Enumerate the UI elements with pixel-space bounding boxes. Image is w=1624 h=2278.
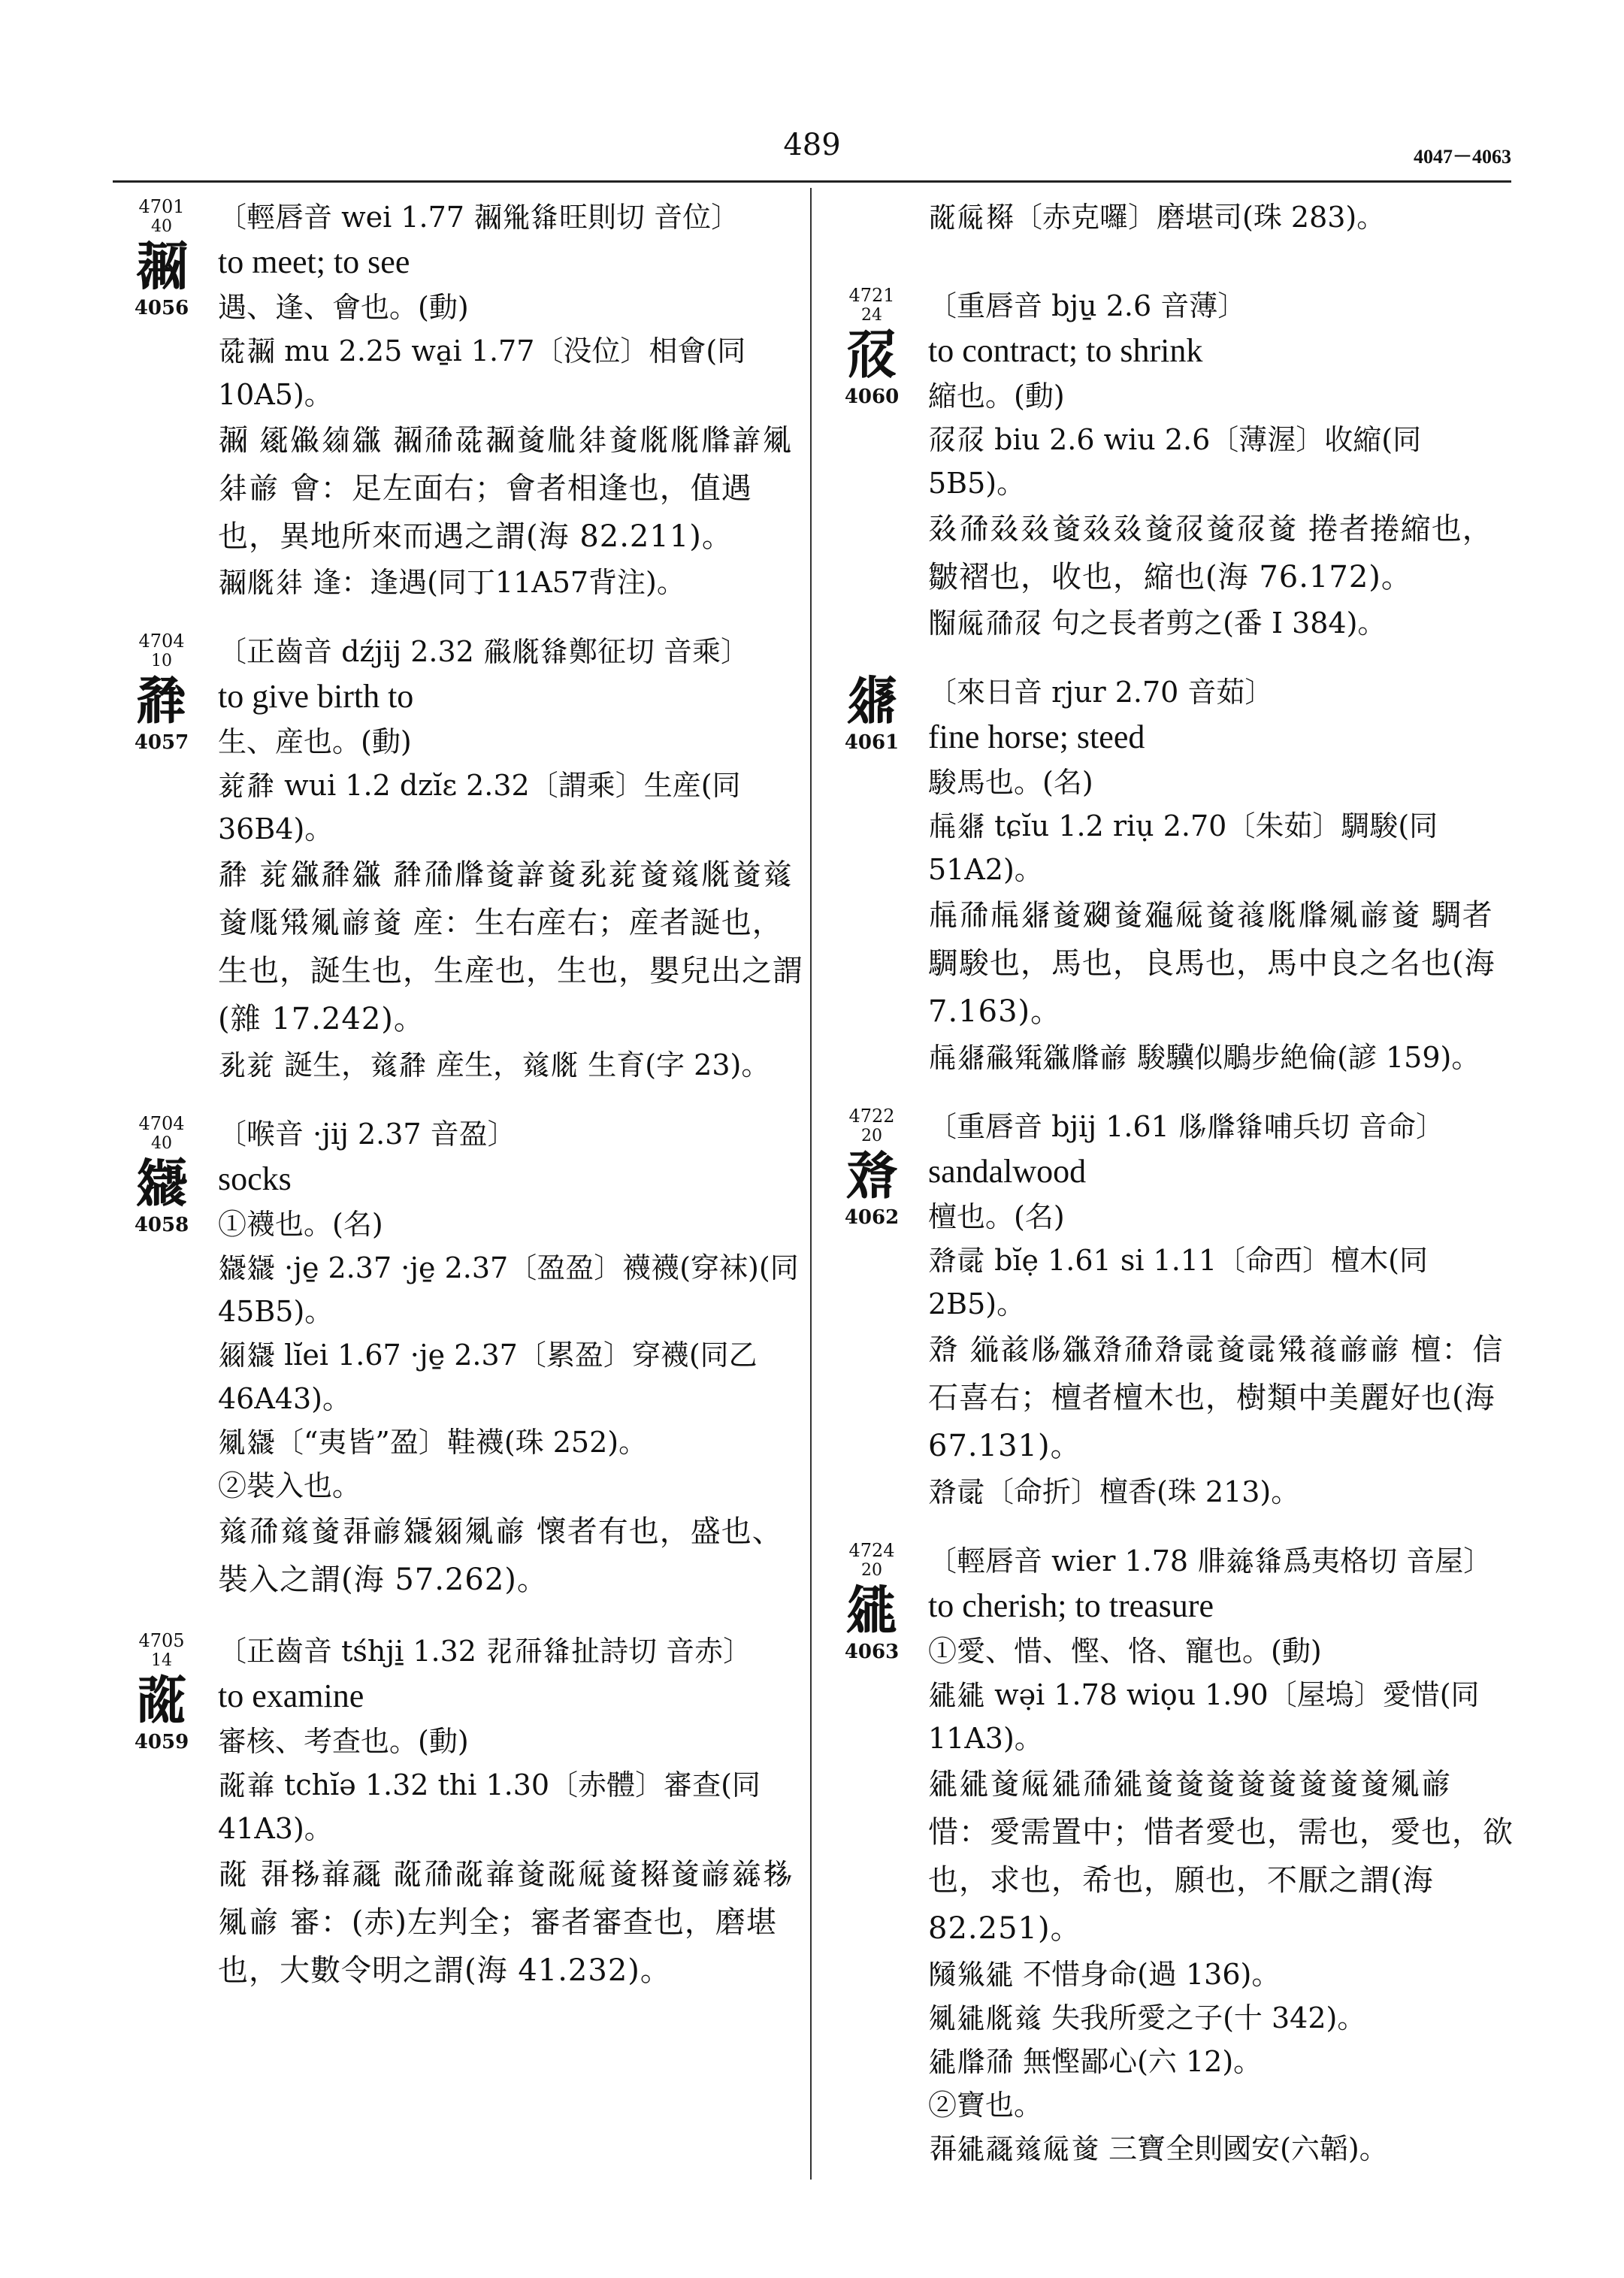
entry-margin <box>830 1539 913 1664</box>
definition-line: 〔輕唇音 wier 1.78 𗄰𗒵𗌭爲夷格切 音屋〕 <box>928 1544 1492 1578</box>
definition-line: 𗧓𗧓 wə̣i 1.78 wiọu 1.90〔屋塢〕愛惜(同11A3)。 <box>928 1678 1480 1755</box>
definition-line: 𗰫 𗥤𗒓𗄵𗫡𗰫𗗙𗰫𗕑𗒹𗕑𗋽𗒯𗑗𗑗 檀：信石喜右；檀者檀木也，樹類中美麗好也(海 67.131)。 <box>928 1333 1504 1463</box>
definition-line: 〔輕唇音 wei 1.77 𗗀𗊴𗌭旺則切 音位〕 <box>218 201 740 234</box>
definition-line: 〔正齒音 dźjij 2.32 𗗟𗅋𗌭鄭征切 音乘〕 <box>218 635 749 668</box>
entry-number: 4058 <box>134 1214 189 1236</box>
entry-margin <box>120 195 203 320</box>
definition-line: 𗐱𗴂 wui 1.2 dzĭɛ 2.32〔謂乘〕生産(同36B4)。 <box>218 769 741 846</box>
entry-number: 4060 <box>844 386 900 408</box>
stroke-count: 20 <box>861 1561 882 1580</box>
english-gloss: to meet; to see <box>218 244 410 280</box>
page-number: 489 <box>783 128 841 162</box>
definition-line: 縮也。(動) <box>928 380 1065 413</box>
entry-number: 4062 <box>844 1206 900 1229</box>
english-gloss: sandalwood <box>928 1153 1087 1190</box>
entry-margin <box>120 1112 203 1237</box>
definition-line: 〔來日音 rjur 2.70 音茹〕 <box>928 676 1274 709</box>
page-header <box>113 128 1511 183</box>
headword-glyph: 𗗀 <box>135 234 188 297</box>
definition-line: ①襪也。(名) <box>218 1208 383 1241</box>
entry-number: 4056 <box>134 297 189 319</box>
headword-glyph: 𗴂 <box>135 669 188 731</box>
definition-line: 〔重唇音 bju̱ 2.6 音薄〕 <box>928 289 1247 322</box>
definition-line: 𗰞𗒐 tchĭə 1.32 thi 1.30〔赤體〕審查(同41A3)。 <box>218 1768 761 1845</box>
definition-line: 𗂧𗊱𗧓 不惜身命(過 136)。 <box>928 1958 1281 1991</box>
definition-line: 審核、考查也。(動) <box>218 1725 469 1758</box>
source-number: 4705 <box>138 1630 185 1651</box>
dictionary-entry <box>120 630 804 1087</box>
definition-line: 𗍫𗗙𗍫𗤌𗒹𗡩𗒹𗘃𗏁𗒹𗒯𗅋𗆄𗏇𗑗𗒹 騆者騆駿也，馬也，良馬也，馬中良之名也(海 7.163)。 <box>928 898 1495 1029</box>
definition-line: 𗴂 𗐱𗫡𗴂𗫡 𗴂𗗙𗆄𗒹𗓮𗒹𗎘𗐱𗒹𗒛𗅋𗒹𗒛𗒹𗅲𗋽𗏇𗑗𗒹 産：生右産右；産者誕也，生也，誕生也，生産也，生也，嬰兒出之謂(雜 17.242)。 <box>218 858 803 1036</box>
headword-glyph: 𗗘 <box>845 323 898 386</box>
definition-line: 𗰫𗕑 bĭẹ 1.61 si 1.11〔命西〕檀木(同2B5)。 <box>928 1244 1428 1321</box>
definition-line: 𗡮𗗙𗡮𗡮𗒹𗡮𗡮𗒹𗗘𗒹𗗘𗒹 捲者捲縮也，皺褶也，收也，縮也(海 76.172)。 <box>928 512 1493 594</box>
stroke-count: 40 <box>151 1134 172 1153</box>
definition-line: 𗖊𗧓𗹙𗒛𗏁𗒹 三寶全則國安(六韜)。 <box>928 2132 1388 2165</box>
entry-margin <box>120 630 203 755</box>
continuation-line <box>830 195 1514 239</box>
english-gloss: to examine <box>218 1677 364 1714</box>
stroke-count: 10 <box>151 652 172 670</box>
entry-margin <box>830 284 913 409</box>
source-number: 4722 <box>848 1106 895 1127</box>
definition-line: 𗿼𗿼 ·je̱ 2.37 ·je̱ 2.37〔盈盈〕襪襪(穿袜)(同45B5)。 <box>218 1251 799 1328</box>
definition-line: 𗏇𗧓𗅋𗒛 失我所愛之子(十 342)。 <box>928 2001 1366 2034</box>
definition-line: 𗰞 𗖊𗈪𗒐𗹙 𗰞𗗙𗰞𗒐𗒹𗰞𗏁𗒹𗗫𗒹𗑗𗒵𗈪𗏇𗑗 審：(赤)左判全；審者審查也，磨堪也，大數令明之謂(海 41.232)。 <box>218 1857 794 1988</box>
headword-glyph: 𗿼 <box>135 1151 188 1214</box>
left-column <box>120 195 804 2020</box>
definition-line: 遇、逢、會也。(動) <box>218 291 469 324</box>
definition-line: 𗗀 𗪉𗏹𗦻𗫡 𗗀𗗙𗱕𗗀𗒹𗄻𗢳𗒹𗅋𗅋𗆄𗓮𗏇𗢳𗑗 會：足左面右；會者相逢也，值遇也，異地所來而遇之謂(海 82.211)。 <box>218 423 794 554</box>
stroke-count: 24 <box>861 306 882 325</box>
definition-line: 𗂰𗏁𗗙𗗘 句之長者剪之(番 I 384)。 <box>928 607 1387 640</box>
dictionary-entry <box>830 1539 1514 2171</box>
source-number: 4704 <box>138 631 185 652</box>
definition-line: 𗒛𗗙𗒛𗒹𗖊𗑗𗿼𗥃𗏇𗑗 懷者有也，盛也、裝入之謂(海 57.262)。 <box>218 1514 783 1597</box>
dictionary-entry <box>120 1112 804 1604</box>
headword-glyph: 𗰞 <box>135 1668 188 1731</box>
dictionary-entry <box>830 670 1514 1079</box>
definition-line: 𗎘𗐱 誕生，𗒛𗴂 産生，𗒛𗅋 生育(字 23)。 <box>218 1048 770 1082</box>
source-number: 4704 <box>138 1113 185 1134</box>
definition-line: 生、産也。(動) <box>218 725 412 758</box>
continuation-text: 𗰞𗏁𗗫〔赤克囉〕磨堪司(珠 283)。 <box>928 201 1386 234</box>
dictionary-entry <box>120 1629 804 1995</box>
english-gloss: fine horse; steed <box>928 718 1145 755</box>
stroke-count: 20 <box>861 1127 882 1145</box>
dictionary-entry <box>830 1105 1514 1514</box>
definition-line: 〔正齒音 tśhji̱ 1.32 𗕿𗗓𗌭扯詩切 音赤〕 <box>218 1635 752 1668</box>
source-number: 4721 <box>848 285 895 306</box>
definition-line: 𗰫𗕑〔命折〕檀香(珠 213)。 <box>928 1475 1300 1508</box>
entry-margin <box>830 1105 913 1230</box>
stroke-count: 14 <box>151 1651 172 1670</box>
column-divider <box>810 188 812 2180</box>
headword-glyph: 𗤌 <box>845 669 898 731</box>
definition-line: 𗧓𗆄𗗙 無慳鄙心(六 12)。 <box>928 2045 1263 2078</box>
entry-margin <box>830 670 913 755</box>
entry-number: 4059 <box>134 1731 189 1753</box>
definition-line: 𗍫𗤌𗗟𗋕𗫡𗆄𗑗 駿驥似鵰步絶倫(諺 159)。 <box>928 1041 1480 1074</box>
entry-number: 4057 <box>134 731 189 754</box>
dictionary-entry <box>830 284 1514 645</box>
definition-line: ①愛、惜、慳、恪、寵也。(動) <box>928 1635 1322 1668</box>
stroke-count: 40 <box>151 217 172 236</box>
english-gloss: socks <box>218 1160 292 1197</box>
headword-glyph: 𗧓 <box>845 1578 898 1641</box>
english-gloss: to contract; to shrink <box>928 332 1203 369</box>
entry-number: 4063 <box>844 1641 900 1663</box>
definition-line: 𗧓𗧓𗒹𗏁𗧓𗗙𗧓𗒹𗒹𗒹𗒹𗒹𗒹𗒹𗒹𗏇𗑗 惜：愛需置中；惜者愛也，需也，愛也，欲也，求也，希也，願也，不厭之謂(海 82.251)。 <box>928 1767 1514 1946</box>
definition-line: 〔喉音 ·jij 2.37 音盈〕 <box>218 1118 516 1151</box>
dictionary-entry <box>120 195 804 604</box>
definition-line: 𗏇𗿼〔“夷皆”盈〕鞋襪(珠 252)。 <box>218 1426 648 1459</box>
right-column <box>830 195 1514 2196</box>
definition-line: 〔重唇音 bjij 1.61 𗄵𗆄𗌭哺兵切 音命〕 <box>928 1110 1444 1143</box>
source-number: 4701 <box>138 196 185 217</box>
english-gloss: to cherish; to treasure <box>928 1587 1214 1624</box>
definition-line: ②裝入也。 <box>218 1469 361 1502</box>
definition-line: 𗥃𗿼 lĭei 1.67 ·je̱ 2.37〔累盈〕穿襪(同乙46A43)。 <box>218 1339 758 1415</box>
definition-line: 𗗀𗅋𗢳 逢：逢遇(同丁11A57背注)。 <box>218 566 685 599</box>
entry-number: 4061 <box>844 731 900 754</box>
definition-line: 𗗘𗗘 biu 2.6 wiu 2.6〔薄渥〕收縮(同5B5)。 <box>928 423 1422 500</box>
english-gloss: to give birth to <box>218 678 414 715</box>
definition-line: 𗍫𗤌 tɕĭu 1.2 riụ 2.70〔朱茹〕騆駿(同51A2)。 <box>928 809 1438 886</box>
definition-line: 𗱕𗗀 mu 2.25 wa̱i 1.77〔没位〕相會(同10A5)。 <box>218 334 746 411</box>
definition-line: 駿馬也。(名) <box>928 766 1093 799</box>
definition-line: 檀也。(名) <box>928 1200 1065 1233</box>
headword-glyph: 𗰫 <box>845 1144 898 1206</box>
definition-line: ②寶也。 <box>928 2089 1043 2122</box>
entry-margin <box>120 1629 203 1754</box>
source-number: 4724 <box>848 1540 895 1561</box>
entry-range: 4047－4063 <box>1413 146 1511 168</box>
